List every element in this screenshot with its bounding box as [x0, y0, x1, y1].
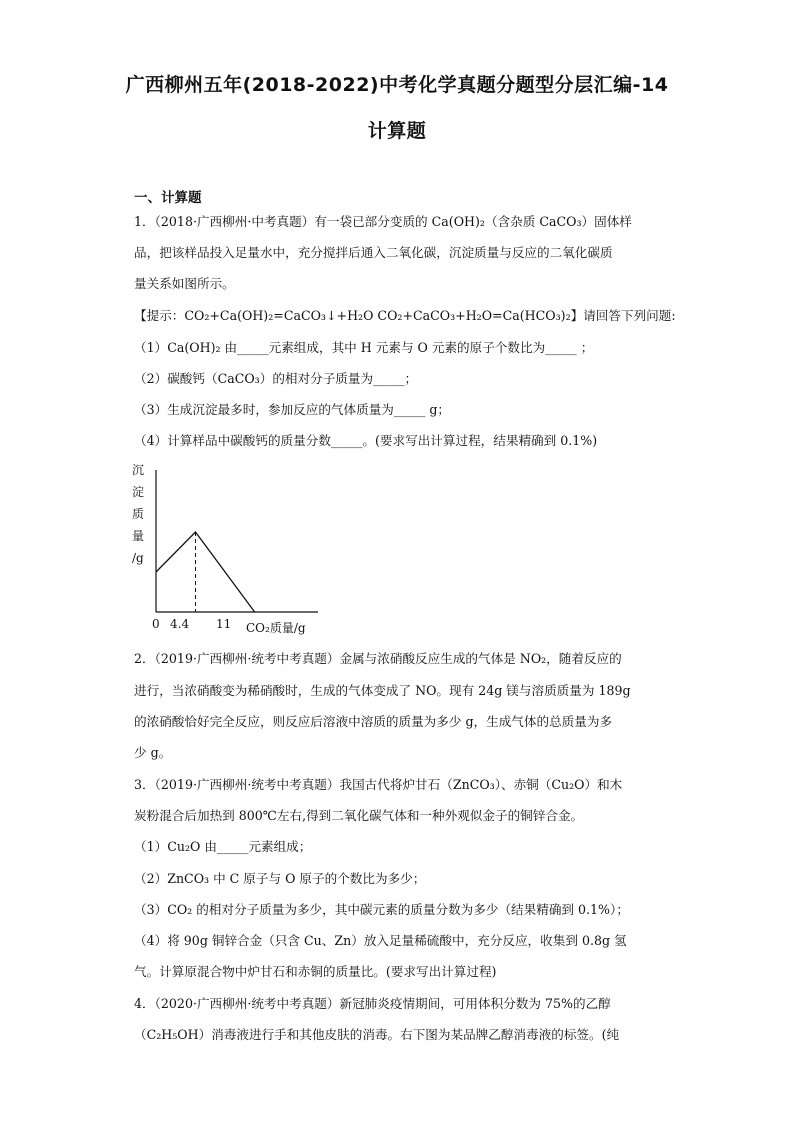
q3-part-3: （3）CO₂ 的相对分子质量为多少，其中碳元素的质量分数为多少（结果精确到 0.1%）；: [134, 902, 629, 917]
q2-text-line: 少 g。: [134, 745, 172, 760]
y-label-char: 淀: [132, 485, 145, 499]
q1-text-line: 品，把该样品投入足量水中，充分搅拌后通入二氧化碳，沉淀质量与反应的二氧化碳质: [134, 245, 613, 260]
q4-text-line: （C₂H₅OH）消毒液进行手和其他皮肤的消毒。右下图为某品牌乙醇消毒液的标签。(纯: [134, 1027, 620, 1042]
q1-text-line: 量关系如图所示。: [134, 276, 235, 291]
q1-part-4: （4）计算样品中碳酸钙的质量分数_____。(要求写出计算过程，结果精确到 0.1%): [134, 433, 598, 448]
q3-text-line: 炭粉混合后加热到 800℃左右,得到二氧化碳气体和一种外观似金子的铜锌合金。: [134, 808, 584, 823]
y-label-char: 质: [132, 507, 145, 521]
y-axis-label: [132, 463, 144, 565]
q3-part-1: （1）Cu₂O 由_____元素组成；: [134, 839, 312, 854]
q2-text-line: 的浓硝酸恰好完全反应，则反应后溶液中溶质的质量为多少 g，生成气体的总质量为多: [134, 714, 613, 729]
section-heading: 一、计算题: [134, 190, 202, 206]
q1-part-3: （3）生成沉淀最多时，参加反应的气体质量为_____ g；: [134, 402, 451, 417]
precipitate-chart: [130, 460, 330, 640]
x-tick-label: 4.4: [170, 617, 190, 631]
q1-text-line: 1．（2018·广西柳州·中考真题）有一袋已部分变质的 Ca(OH)₂（含杂质 CaCO₃）固体样: [134, 214, 632, 229]
q2-text-line: 进行，当浓硝酸变为稀硝酸时，生成的气体变成了 NO。现有 24g 镁与溶质质量为 189g: [134, 683, 631, 698]
x-tick-label: 0: [152, 617, 160, 631]
q3-part-4: （4）将 90g 铜锌合金（只含 Cu、Zn）放入足量稀硫酸中，充分反应，收集到 0.8g 氢: [134, 933, 627, 948]
y-label-char: 沉: [132, 463, 145, 477]
y-label-char: /g: [132, 551, 144, 565]
q1-part-2: （2）碳酸钙（CaCO₃）的相对分子质量为_____；: [134, 371, 418, 386]
q2-text-line: 2．（2019·广西柳州·统考中考真题）金属与浓硝酸反应生成的气体是 NO₂，随着反应的: [134, 651, 622, 666]
q3-part-2: （2）ZnCO₃ 中 C 原子与 O 原子的个数比为多少；: [134, 871, 426, 886]
x-tick-label: 11: [216, 617, 232, 631]
y-label-char: 量: [132, 529, 145, 543]
q3-text-line: 3．（2019·广西柳州·统考中考真题）我国古代将炉甘石（ZnCO₃）、赤铜（Cu₂O）和木: [134, 777, 623, 792]
q1-hint-line: 【提示：CO₂+Ca(OH)₂=CaCO₃↓+H₂O CO₂+CaCO₃+H₂O=Ca(HCO₃)₂】请回答下列问题:: [134, 308, 676, 323]
q4-text-line: 4．（2020·广西柳州·统考中考真题）新冠肺炎疫情期间，可用体积分数为 75%的乙醇: [134, 996, 611, 1011]
document-title: 广西柳州五年(2018-2022)中考化学真题分题型分层汇编-14: [125, 74, 669, 96]
x-axis-label: CO₂质量/g: [246, 621, 306, 635]
precipitate-line: [156, 532, 255, 612]
q3-part-4-cont: 气。计算原混合物中炉甘石和赤铜的质量比。(要求写出计算过程): [134, 964, 497, 979]
document-subtitle: 计算题: [367, 120, 427, 142]
q1-part-1: （1）Ca(OH)₂ 由_____元素组成，其中 H 元素与 O 元素的原子个数比为_____ ；: [134, 340, 594, 355]
